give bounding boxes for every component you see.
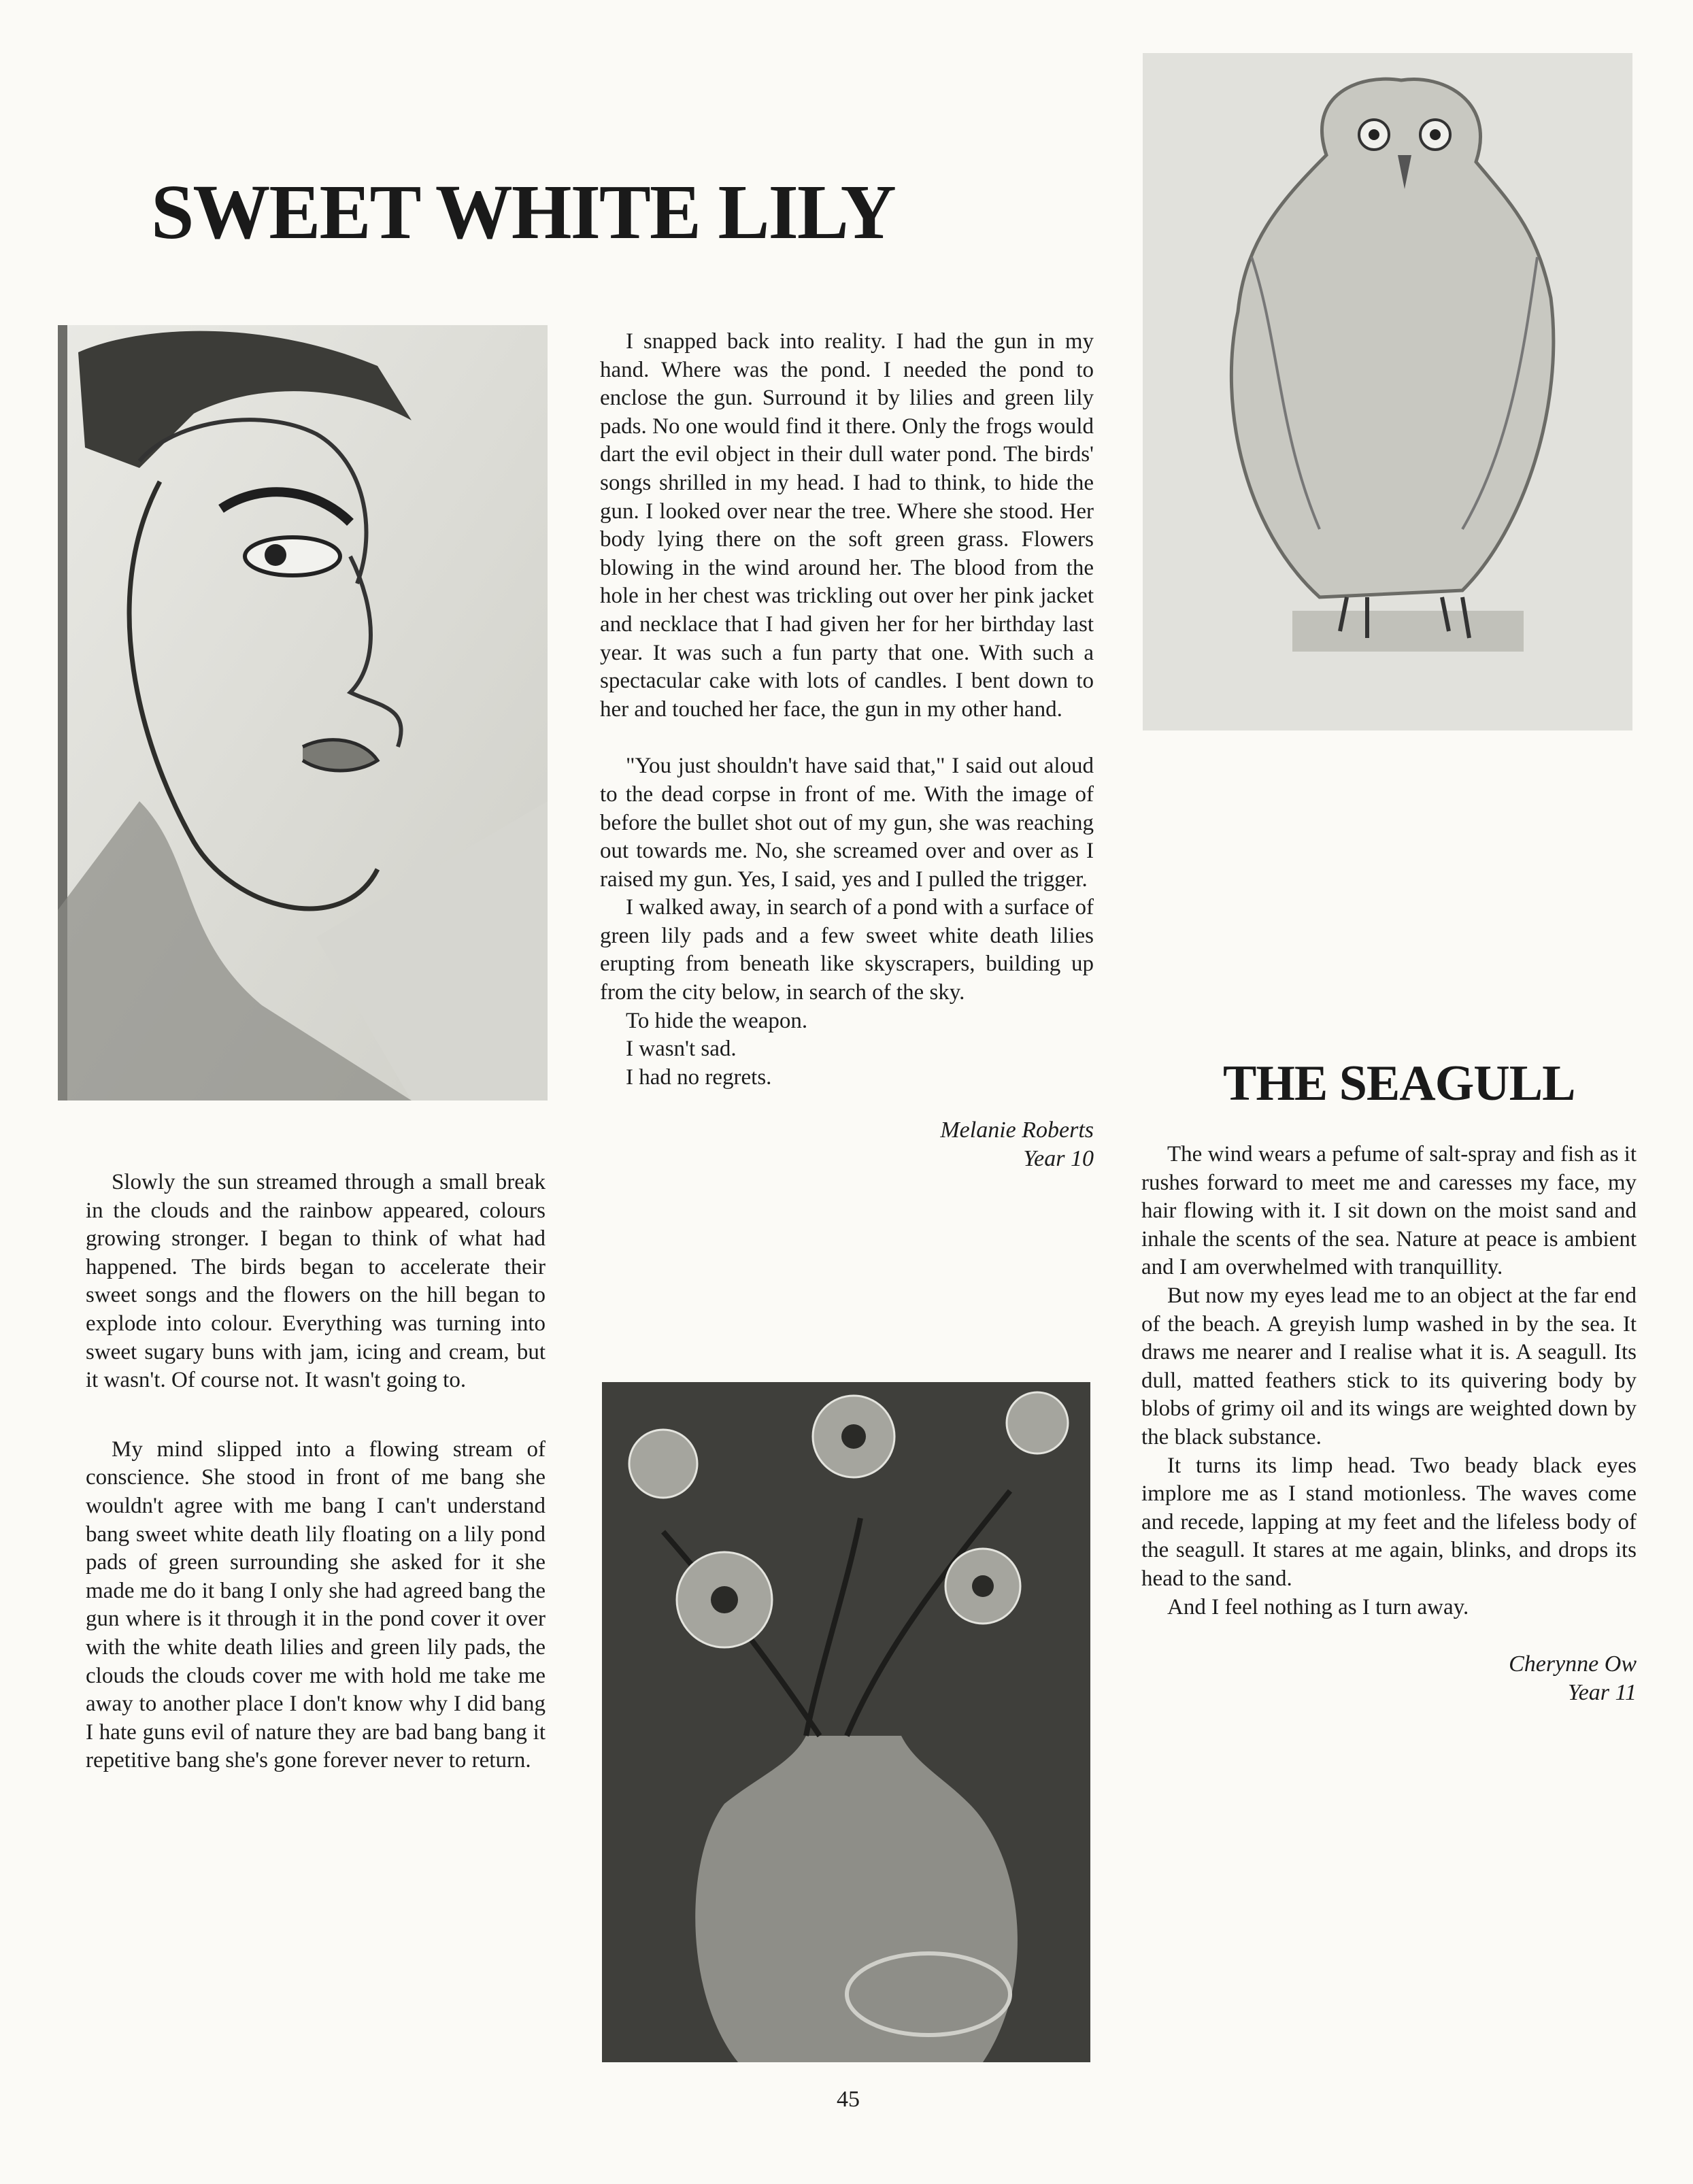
flower-vase-illustration: [602, 1382, 1090, 2062]
story1-line: I wasn't sad.: [626, 1037, 737, 1062]
story2-year: Year 11: [1567, 1680, 1637, 1706]
story1-paragraph: My mind slipped into a flowing stream of conscience. She stood in front of me bang she wouldn't agree with me bang I can't understand bang sweet white death lily floating on a lily pond pads of green surrounding she asked for it she made me do it bang I only she had agreed bang the gun where is it through it in the pond cover it over with the white death lilies and green lily pads, the clouds the clouds cover me with hold me take me away to another place I don't know why I did bang I hate guns evil of nature they are bad bang bang it repetitive bang she's gone forever never to return.: [86, 1437, 546, 1773]
story1-author: Melanie Roberts: [940, 1118, 1094, 1143]
story2-paragraph: It turns its limp head. Two beady black eyes implore me as I stand motionless. The waves come and recede, lapping at my feet and the lifeless body of the seagull. It stares at me again, blinks, and drops its head to the sand.: [1141, 1453, 1637, 1591]
story1-paragraph: I walked away, in search of a pond with a surface of green lily pads and a few sweet white death lilies erupting from beneath like skyscrapers, building up from the city below, in search of the sky.: [600, 895, 1094, 1005]
story1-year: Year 10: [1023, 1146, 1094, 1172]
story1-line: To hide the weapon.: [626, 1008, 808, 1033]
page-number: 45: [837, 2087, 860, 2112]
story-title-sweet-white-lily: SWEET WHITE LILY: [151, 169, 895, 255]
story2-paragraph: The wind wears a pefume of salt-spray and fish as it rushes forward to meet me and caresses my face, my hair flowing with it. I sit down on the moist sand and inhale the scents of the sea. Nature at peace is ambient and I am overwhelmed with tranquillity.: [1141, 1142, 1637, 1280]
story1-line: I had no regrets.: [626, 1064, 772, 1090]
story1-paragraph: Slowly the sun streamed through a small break in the clouds and the rainbow appeared, colours growing stronger. I began to think of what had happened. The birds began to accelerate their sweet songs and the flowers on the hill began to explode into colour. Everything was turning into sweet sugary buns with jam, icing and cream, but it wasn't. Of course not. It wasn't going to.: [86, 1170, 546, 1393]
story2-paragraph: But now my eyes lead me to an object at the far end of the beach. A greyish lump washed in by the sea. It draws me nearer and I realise what it is. A seagull. Its dull, matted feathers stick to its quivering body by blobs of grimy oil and its wings are weighted down by the black substance.: [1141, 1283, 1637, 1449]
face-sketch-illustration: [58, 325, 548, 1101]
story2-column-right: [1141, 1141, 1637, 1707]
story1-paragraph: "You just shouldn't have said that," I said out aloud to the dead corpse in front of me. With the image of before the bullet shot out of my gun, she was reaching out towards me. No, she screamed over and over as I raised my gun. Yes, I said, yes and I pulled the trigger.: [600, 754, 1094, 892]
owl-sketch-illustration: [1143, 53, 1632, 730]
story1-column-left: [86, 1169, 546, 1775]
story2-paragraph: And I feel nothing as I turn away.: [1167, 1594, 1469, 1619]
story1-paragraph: I snapped back into reality. I had the gun in my hand. Where was the pond. I needed the pond to enclose the gun. Surround it by lilies and green lily pads. No one would find it there. Only the frogs would dart the evil object in their dull water pond. The birds' songs shrilled in my head. I had to think, to hide the gun. I looked over near the tree. Where she stood. Her body lying there on the soft green grass. Flowers blowing in the wind around her. The blood from the hole in her chest was trickling out over her pink jacket and necklace that I had given her for her birthday last year. It was such a fun party that one. With such a spectacular cake with lots of candles. I bent down to her and touched her face, the gun in my other hand.: [600, 329, 1094, 722]
story2-author: Cherynne Ow: [1509, 1651, 1637, 1677]
story-title-the-seagull: THE SEAGULL: [1223, 1056, 1575, 1111]
story1-column-middle: [600, 328, 1094, 1173]
